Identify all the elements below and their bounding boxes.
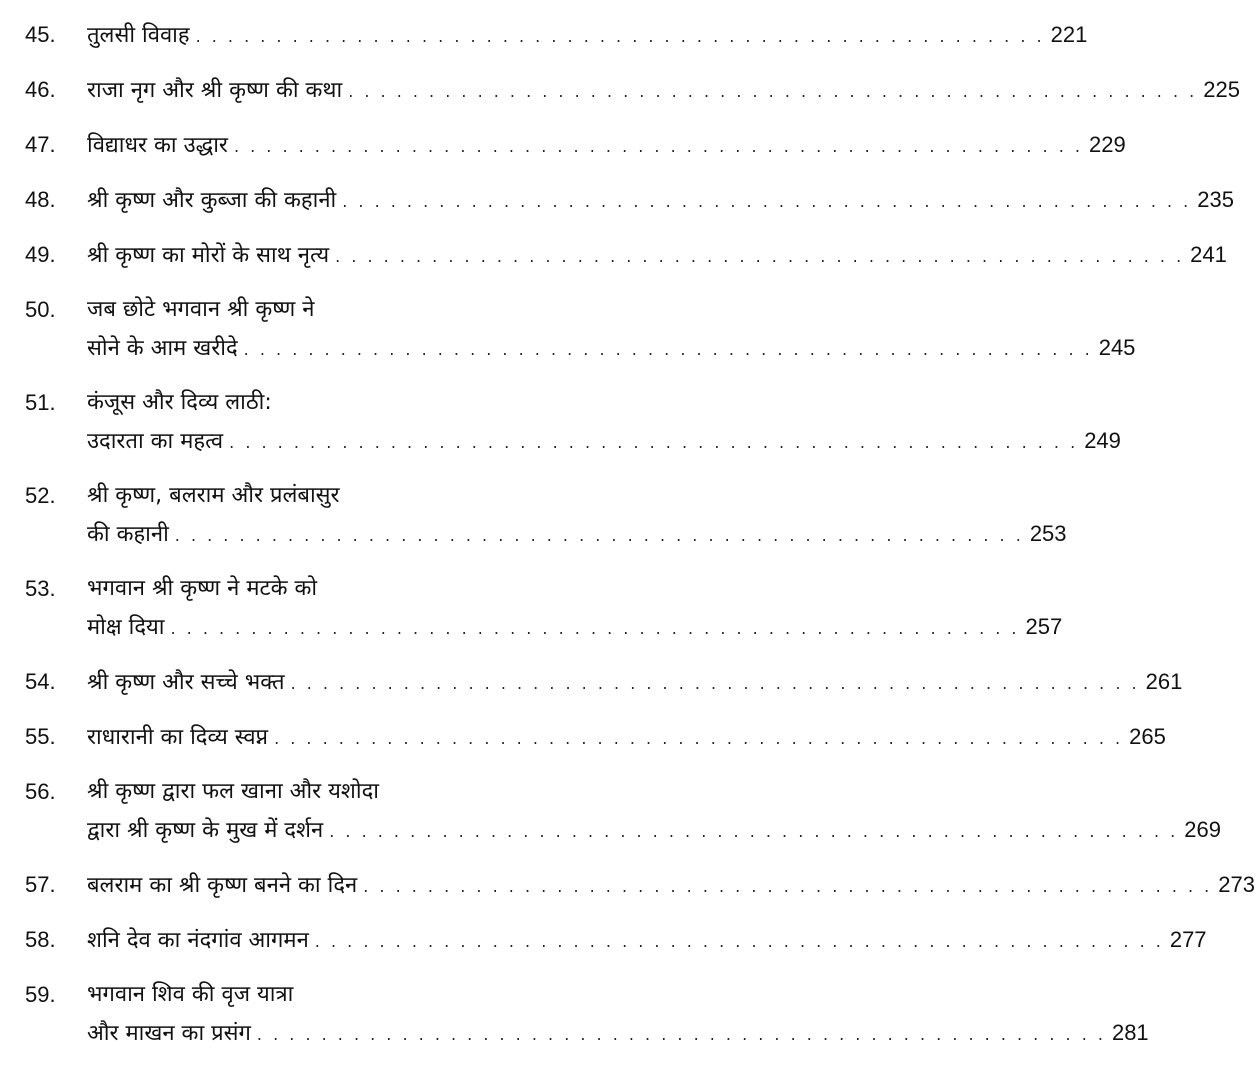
page-number: 265	[1129, 724, 1166, 749]
entry-row	[87, 329, 1135, 369]
entry-title: श्री कृष्ण और सच्चे भक्त	[87, 670, 285, 695]
entry-body	[87, 570, 1062, 648]
entry-number: 51.	[25, 390, 56, 415]
entry-title: और माखन का प्रसंग	[87, 1021, 251, 1046]
page-number: 269	[1184, 817, 1221, 842]
entry-body	[87, 181, 1234, 221]
dot-leader	[244, 331, 1093, 369]
entry-number: 54.	[25, 669, 56, 694]
table-of-contents	[0, 16, 1255, 1069]
dot-leader	[170, 610, 1019, 648]
entry-body	[87, 236, 1227, 276]
entry-body	[87, 773, 1221, 851]
page-number: 281	[1111, 1020, 1149, 1045]
toc-entry-45	[0, 16, 1088, 71]
entry-title: तुलसी विवाह	[87, 23, 190, 48]
entry-title-line-1: श्री कृष्ण द्वारा फल खाना और यशोदा	[87, 779, 379, 804]
entry-number: 58.	[25, 927, 56, 952]
entry-title-line-1: कंजूस और दिव्य लाठी:	[87, 390, 272, 415]
entry-number: 48.	[25, 187, 56, 212]
dot-leader	[196, 18, 1045, 56]
entry-row	[87, 1014, 1149, 1054]
entry-number: 57.	[25, 872, 56, 897]
dot-leader	[234, 128, 1083, 166]
entry-number: 47.	[25, 132, 56, 157]
entry-title: की कहानी	[87, 522, 169, 547]
toc-entry-57	[0, 866, 1255, 921]
page-number: 277	[1169, 927, 1207, 952]
entry-title: श्री कृष्ण और कुब्जा की कहानी	[87, 188, 337, 213]
entry-row	[87, 126, 1126, 166]
entry-row	[87, 236, 1227, 276]
toc-entry-54	[0, 663, 1183, 718]
entry-number: 59.	[25, 982, 56, 1007]
toc-entry-49	[0, 236, 1227, 291]
entry-body	[87, 663, 1182, 703]
entry-row	[87, 811, 1221, 851]
dot-leader	[348, 73, 1197, 111]
entry-number: 52.	[25, 483, 56, 508]
entry-body	[87, 921, 1207, 961]
entry-title: विद्याधर का उद्धार	[87, 133, 228, 158]
page-number: 241	[1190, 242, 1227, 267]
entry-title: राधारानी का दिव्य स्वप्न	[87, 725, 269, 750]
page-number: 235	[1197, 187, 1234, 212]
entry-number: 46.	[25, 77, 56, 102]
entry-number: 50.	[25, 297, 56, 322]
toc-entry-48	[0, 181, 1234, 236]
entry-row	[87, 71, 1240, 111]
entry-row	[87, 663, 1182, 703]
dot-leader	[257, 1016, 1106, 1054]
entry-title: सोने के आम खरीदे	[87, 336, 238, 361]
toc-entry-51	[0, 384, 1121, 477]
dot-leader	[291, 665, 1140, 703]
dot-leader	[175, 517, 1024, 555]
entry-row	[87, 866, 1255, 906]
entry-body	[87, 291, 1135, 369]
entry-title-line-1: भगवान श्री कृष्ण ने मटके को	[87, 576, 318, 601]
entry-title-line-1: जब छोटे भगवान श्री कृष्ण ने	[87, 297, 315, 322]
page-number: 253	[1029, 521, 1067, 546]
page-number: 225	[1203, 77, 1240, 102]
toc-entry-59	[0, 976, 1149, 1069]
entry-title: बलराम का श्री कृष्ण बनने का दिन	[87, 873, 358, 898]
dot-leader	[363, 868, 1212, 906]
entry-title-line-1: भगवान शिव की वृज यात्रा	[87, 982, 294, 1007]
dot-leader	[229, 424, 1078, 462]
page-number: 273	[1218, 872, 1255, 897]
entry-title: राजा नृग और श्री कृष्ण की कथा	[87, 78, 343, 103]
dot-leader	[274, 720, 1123, 758]
page-number: 261	[1145, 669, 1183, 694]
dot-leader	[335, 238, 1184, 276]
entry-row	[87, 515, 1067, 555]
page-number: 221	[1050, 22, 1088, 47]
toc-entry-50	[0, 291, 1136, 384]
entry-number: 49.	[25, 242, 56, 267]
entry-body	[87, 477, 1067, 555]
entry-number: 53.	[25, 576, 56, 601]
entry-row	[87, 608, 1062, 648]
entry-number: 56.	[25, 779, 56, 804]
toc-entry-52	[0, 477, 1067, 570]
entry-body	[87, 384, 1121, 462]
entry-title-line-1: श्री कृष्ण, बलराम और प्रलंबासुर	[87, 483, 340, 508]
entry-row	[87, 921, 1207, 961]
entry-title: द्वारा श्री कृष्ण के मुख में दर्शन	[87, 818, 324, 843]
dot-leader	[315, 923, 1164, 961]
toc-entry-47	[0, 126, 1126, 181]
entry-body	[87, 126, 1126, 166]
page-number: 249	[1084, 428, 1121, 453]
entry-body	[87, 718, 1166, 758]
page-number: 229	[1088, 132, 1126, 157]
toc-entry-56	[0, 773, 1221, 866]
entry-number: 45.	[25, 22, 56, 47]
entry-body	[87, 976, 1149, 1054]
entry-row	[87, 181, 1234, 221]
entry-body	[87, 16, 1087, 56]
page-number: 245	[1098, 335, 1136, 360]
entry-row	[87, 718, 1166, 758]
entry-body	[87, 71, 1240, 111]
entry-body	[87, 866, 1255, 906]
entry-number: 55.	[25, 724, 56, 749]
entry-row	[87, 422, 1121, 462]
dot-leader	[329, 813, 1178, 851]
toc-entry-55	[0, 718, 1166, 773]
entry-title: मोक्ष दिया	[87, 615, 165, 640]
entry-title: शनि देव का नंदगांव आगमन	[87, 928, 309, 953]
entry-row	[87, 16, 1087, 56]
page-number: 257	[1025, 614, 1063, 639]
toc-entry-58	[0, 921, 1207, 976]
entry-title: श्री कृष्ण का मोरों के साथ नृत्य	[87, 243, 330, 268]
toc-entry-46	[0, 71, 1240, 126]
dot-leader	[342, 183, 1191, 221]
toc-entry-53	[0, 570, 1063, 663]
entry-title: उदारता का महत्व	[87, 429, 224, 454]
